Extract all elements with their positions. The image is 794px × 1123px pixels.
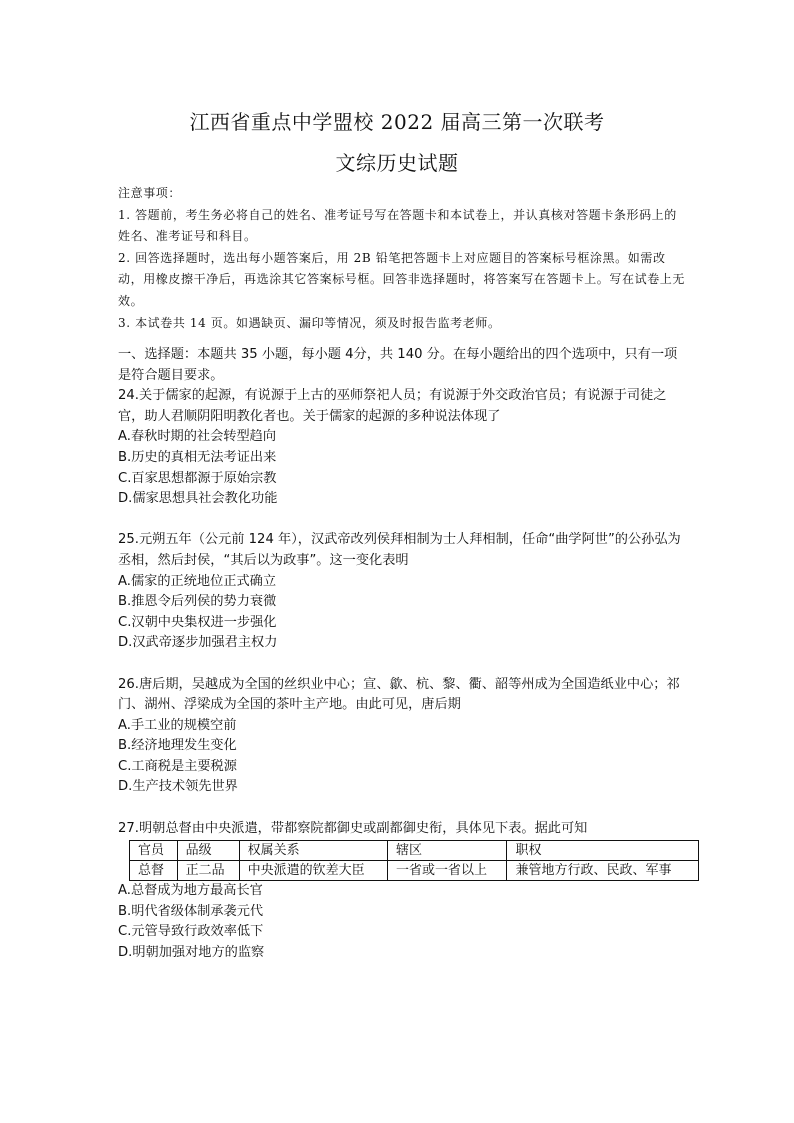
notice-block [118, 183, 688, 334]
table-header-row [130, 841, 699, 861]
question-section [118, 345, 683, 964]
option-d: D.生产技术领先世界 [118, 779, 238, 795]
question-27 [118, 819, 683, 964]
option-c: C.工商税是主要税源 [118, 758, 237, 774]
option-a: A.儒家的正统地位正式确立 [118, 573, 277, 589]
table-header-cell: 职权 [507, 841, 699, 861]
option-b: B.经济地理发生变化 [118, 738, 237, 754]
exam-title: 江西省重点中学盟校 2022 届高三第一次联考 [189, 110, 605, 134]
exam-subtitle: 文综历史试题 [335, 151, 459, 175]
option-b: B.历史的真相无法考证出来 [118, 449, 277, 465]
option-a: A.手工业的规模空前 [118, 717, 237, 733]
question-stem: 24.关于儒家的起源，有说源于上古的巫师祭祀人员；有说源于外交政治官员；有说源于司徒之官，助人君顺阴阳明教化者也。关于儒家的起源的多种说法体现了 [118, 388, 667, 424]
option-d: D.汉武帝逐步加强君主权力 [118, 635, 278, 651]
option-a: A.春秋时期的社会转型趋向 [118, 429, 277, 445]
notice-item-1: 1. 答题前，考生务必将自己的姓名、准考证号写在答题卡和本试卷上，并认真核对答题卡条形码上的姓名、准考证号和科目。 [118, 207, 677, 244]
notice-item-3: 3. 本试卷共 14 页。如遇缺页、漏印等情况，须及时报告监考老师。 [118, 315, 501, 330]
question-25 [118, 530, 683, 654]
option-a: A.总督成为地方最高长官 [118, 883, 263, 899]
table-header-cell: 权属关系 [239, 841, 387, 861]
section-intro: 一、选择题：本题共 35 小题，每小题 4分，共 140 分。在每小题给出的四个选项中，只有一项是符合题目要求。 [118, 347, 678, 383]
table-cell: 兼管地方行政、民政、军事 [507, 861, 699, 881]
governor-table [129, 840, 699, 881]
table-cell: 中央派遣的钦差大臣 [239, 861, 387, 881]
table-cell: 总督 [130, 861, 178, 881]
option-c: C.汉朝中央集权进一步强化 [118, 614, 277, 630]
notice-item-2: 2. 回答选择题时，选出每小题答案后，用 2B 铅笔把答题卡上对应题目的答案标号框涂黑。如需改动，用橡皮擦干净后，再选涂其它答案标号框。回答非选择题时，将答案写在答题卡上。写在试卷上无效。 [118, 250, 686, 308]
option-d: D.明朝加强对地方的监察 [118, 945, 265, 961]
table-header-cell: 辖区 [387, 841, 507, 861]
question-stem: 26.唐后期，吴越成为全国的丝织业中心；宣、歙、杭、黎、衢、韶等州成为全国造纸业中心；祁门、湖州、浮梁成为全国的茶叶主产地。由此可见，唐后期 [118, 676, 680, 713]
option-c: C.百家思想都源于原始宗教 [118, 470, 277, 486]
table-header-cell: 品级 [177, 841, 239, 861]
table-row [130, 861, 699, 881]
table-cell: 正二品 [177, 861, 239, 881]
option-c: C.元管导致行政效率低下 [118, 924, 264, 940]
table-cell: 一省或一省以上 [387, 861, 507, 881]
table-header-cell: 官员 [130, 841, 178, 861]
notice-heading: 注意事项： [118, 186, 182, 200]
question-stem: 25.元朔五年（公元前 124 年），汉武帝改列侯拜相制为士人拜相制，任命“曲学阿世”的公孙弘为丞相，然后封侯，“其后以为政事”。这一变化表明 [118, 532, 681, 568]
question-24 [118, 386, 683, 510]
option-b: B.明代省级体制承袭元代 [118, 903, 264, 919]
question-stem: 27.明朝总督由中央派遣，带都察院都御史或副都御史衔，具体见下表。据此可知 [118, 820, 588, 836]
option-b: B.推恩令后列侯的势力衰微 [118, 594, 277, 610]
question-26 [118, 675, 683, 799]
option-d: D.儒家思想具社会教化功能 [118, 491, 278, 507]
